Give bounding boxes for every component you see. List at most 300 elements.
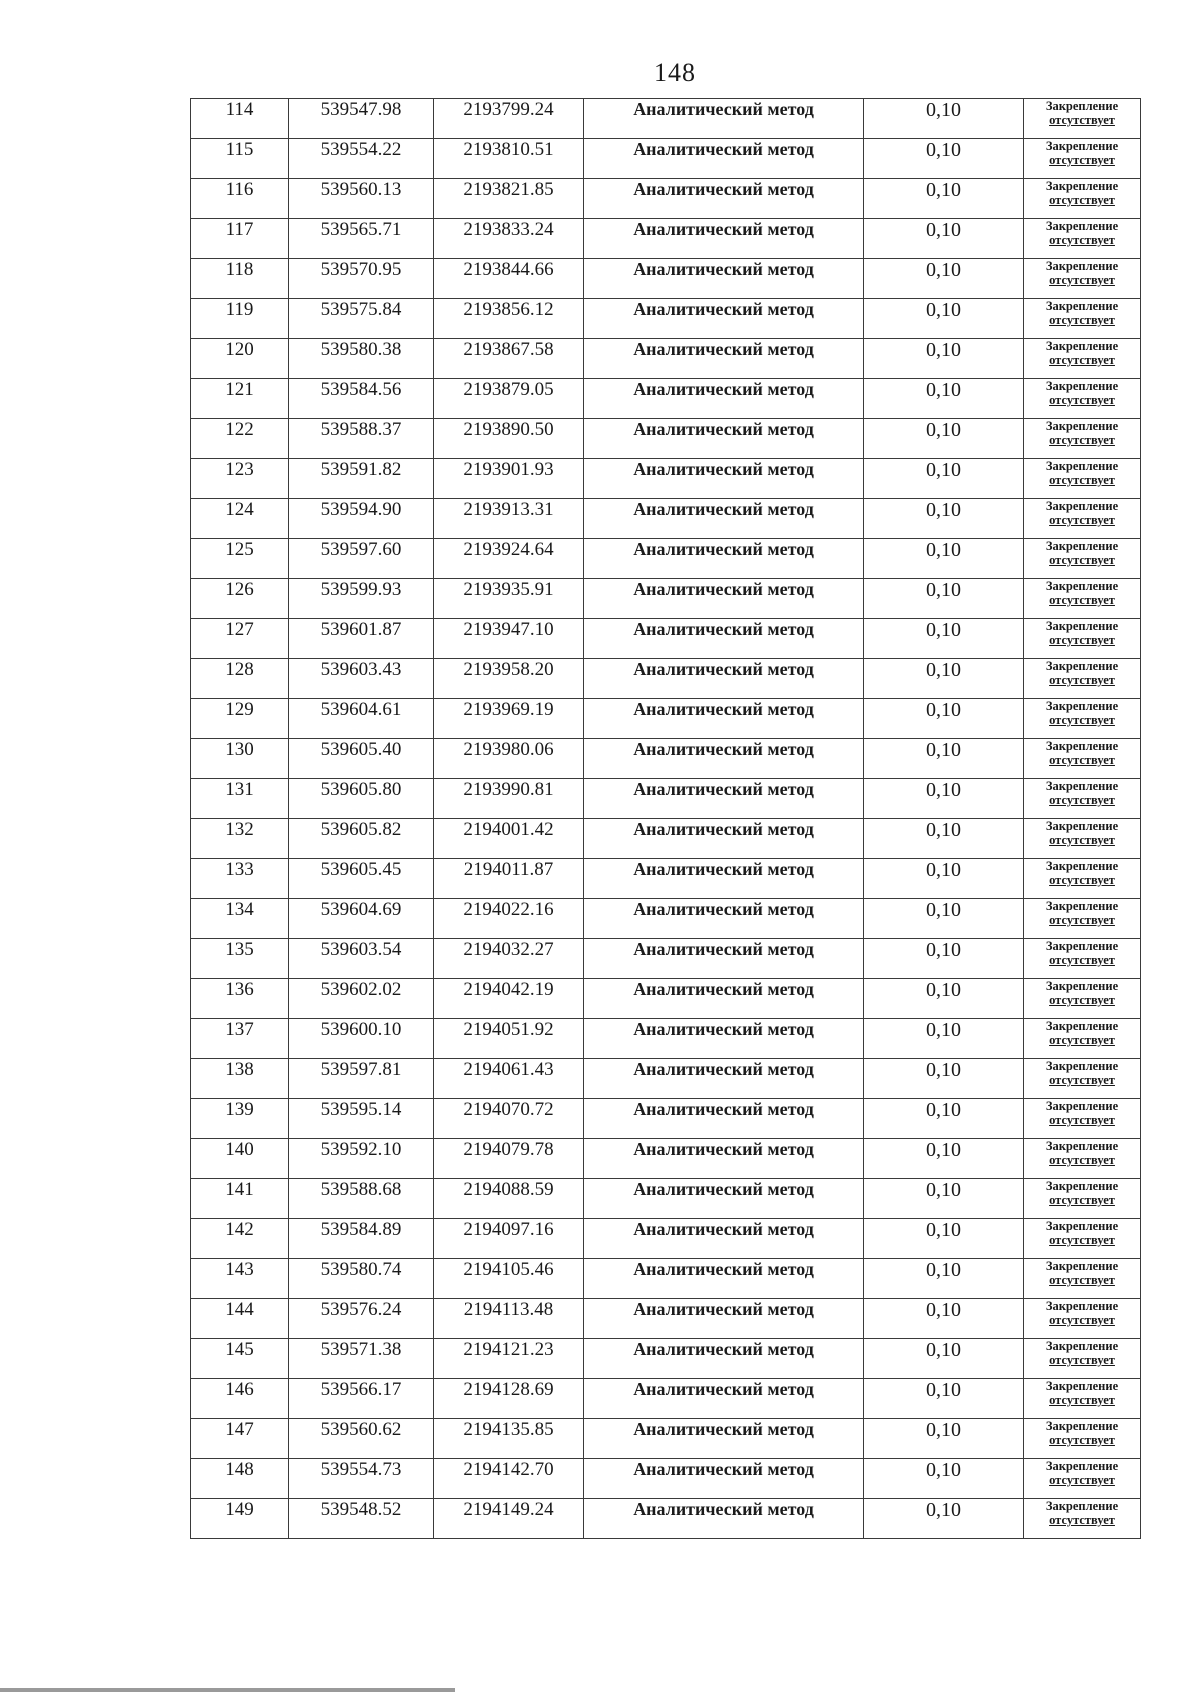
y-coordinate-cell: 2194061.43 — [434, 1059, 584, 1099]
table-row — [191, 339, 1141, 379]
fixation-line-1: Закрепление — [1045, 219, 1119, 233]
accuracy-cell: 0,10 — [864, 219, 1024, 259]
y-coordinate-cell: 2193990.81 — [434, 779, 584, 819]
point-number-cell: 148 — [191, 1459, 289, 1499]
fixation-cell — [1024, 459, 1141, 499]
y-coordinate-cell: 2193947.10 — [434, 619, 584, 659]
table-row — [191, 659, 1141, 699]
fixation-line-1: Закрепление — [1045, 899, 1119, 913]
fixation-line-2: отсутствует — [1049, 833, 1115, 847]
table-row — [191, 1339, 1141, 1379]
accuracy-cell: 0,10 — [864, 979, 1024, 1019]
fixation-cell — [1024, 819, 1141, 859]
fixation-cell — [1024, 219, 1141, 259]
method-cell: Аналитический метод — [584, 819, 864, 859]
point-number-cell: 120 — [191, 339, 289, 379]
accuracy-cell: 0,10 — [864, 619, 1024, 659]
fixation-cell — [1024, 379, 1141, 419]
point-number-cell: 137 — [191, 1019, 289, 1059]
x-coordinate-cell: 539560.13 — [289, 179, 434, 219]
accuracy-cell: 0,10 — [864, 1419, 1024, 1459]
point-number-cell: 145 — [191, 1339, 289, 1379]
fixation-line-1: Закрепление — [1045, 139, 1119, 153]
table-row — [191, 779, 1141, 819]
accuracy-cell: 0,10 — [864, 1459, 1024, 1499]
table-row — [191, 139, 1141, 179]
accuracy-cell: 0,10 — [864, 1259, 1024, 1299]
point-number-cell: 146 — [191, 1379, 289, 1419]
fixation-line-2: отсутствует — [1049, 1193, 1115, 1207]
fixation-cell — [1024, 1179, 1141, 1219]
fixation-line-2: отсутствует — [1049, 1153, 1115, 1167]
fixation-line-2: отсутствует — [1049, 1473, 1115, 1487]
x-coordinate-cell: 539597.60 — [289, 539, 434, 579]
fixation-cell — [1024, 579, 1141, 619]
method-cell: Аналитический метод — [584, 1179, 864, 1219]
method-cell: Аналитический метод — [584, 1419, 864, 1459]
fixation-line-2: отсутствует — [1049, 513, 1115, 527]
table-row — [191, 1299, 1141, 1339]
fixation-cell — [1024, 1219, 1141, 1259]
fixation-line-2: отсутствует — [1049, 1113, 1115, 1127]
x-coordinate-cell: 539592.10 — [289, 1139, 434, 1179]
fixation-line-2: отсутствует — [1049, 233, 1115, 247]
point-number-cell: 123 — [191, 459, 289, 499]
fixation-line-1: Закрепление — [1045, 779, 1119, 793]
fixation-line-1: Закрепление — [1045, 379, 1119, 393]
y-coordinate-cell: 2194135.85 — [434, 1419, 584, 1459]
y-coordinate-cell: 2194149.24 — [434, 1499, 584, 1539]
fixation-cell — [1024, 1259, 1141, 1299]
point-number-cell: 138 — [191, 1059, 289, 1099]
point-number-cell: 136 — [191, 979, 289, 1019]
point-number-cell: 121 — [191, 379, 289, 419]
accuracy-cell: 0,10 — [864, 779, 1024, 819]
point-number-cell: 140 — [191, 1139, 289, 1179]
accuracy-cell: 0,10 — [864, 539, 1024, 579]
point-number-cell: 127 — [191, 619, 289, 659]
fixation-cell — [1024, 299, 1141, 339]
fixation-line-2: отсутствует — [1049, 753, 1115, 767]
fixation-cell — [1024, 1059, 1141, 1099]
table-row — [191, 1419, 1141, 1459]
x-coordinate-cell: 539597.81 — [289, 1059, 434, 1099]
y-coordinate-cell: 2194011.87 — [434, 859, 584, 899]
x-coordinate-cell: 539600.10 — [289, 1019, 434, 1059]
y-coordinate-cell: 2193810.51 — [434, 139, 584, 179]
fixation-line-2: отсутствует — [1049, 433, 1115, 447]
page-number: 148 — [654, 58, 696, 87]
fixation-line-2: отсутствует — [1049, 353, 1115, 367]
table-row — [191, 699, 1141, 739]
method-cell: Аналитический метод — [584, 859, 864, 899]
fixation-line-1: Закрепление — [1045, 299, 1119, 313]
fixation-line-1: Закрепление — [1045, 459, 1119, 473]
accuracy-cell: 0,10 — [864, 1219, 1024, 1259]
accuracy-cell: 0,10 — [864, 99, 1024, 139]
fixation-line-1: Закрепление — [1045, 1219, 1119, 1233]
x-coordinate-cell: 539570.95 — [289, 259, 434, 299]
fixation-line-2: отсутствует — [1049, 393, 1115, 407]
fixation-line-2: отсутствует — [1049, 553, 1115, 567]
accuracy-cell: 0,10 — [864, 1099, 1024, 1139]
y-coordinate-cell: 2193867.58 — [434, 339, 584, 379]
fixation-cell — [1024, 659, 1141, 699]
y-coordinate-cell: 2194142.70 — [434, 1459, 584, 1499]
fixation-line-1: Закрепление — [1045, 819, 1119, 833]
fixation-line-2: отсутствует — [1049, 1393, 1115, 1407]
method-cell: Аналитический метод — [584, 1139, 864, 1179]
fixation-line-1: Закрепление — [1045, 619, 1119, 633]
y-coordinate-cell: 2194105.46 — [434, 1259, 584, 1299]
fixation-cell — [1024, 1419, 1141, 1459]
x-coordinate-cell: 539594.90 — [289, 499, 434, 539]
accuracy-cell: 0,10 — [864, 739, 1024, 779]
fixation-line-2: отсутствует — [1049, 1313, 1115, 1327]
table-row — [191, 539, 1141, 579]
accuracy-cell: 0,10 — [864, 379, 1024, 419]
point-number-cell: 141 — [191, 1179, 289, 1219]
accuracy-cell: 0,10 — [864, 1499, 1024, 1539]
fixation-line-1: Закрепление — [1045, 259, 1119, 273]
accuracy-cell: 0,10 — [864, 1019, 1024, 1059]
y-coordinate-cell: 2193856.12 — [434, 299, 584, 339]
point-number-cell: 125 — [191, 539, 289, 579]
x-coordinate-cell: 539547.98 — [289, 99, 434, 139]
x-coordinate-cell: 539554.22 — [289, 139, 434, 179]
y-coordinate-cell: 2194051.92 — [434, 1019, 584, 1059]
method-cell: Аналитический метод — [584, 539, 864, 579]
y-coordinate-cell: 2193844.66 — [434, 259, 584, 299]
point-number-cell: 116 — [191, 179, 289, 219]
x-coordinate-cell: 539605.82 — [289, 819, 434, 859]
fixation-line-1: Закрепление — [1045, 1099, 1119, 1113]
fixation-line-2: отсутствует — [1049, 153, 1115, 167]
method-cell: Аналитический метод — [584, 299, 864, 339]
method-cell: Аналитический метод — [584, 1379, 864, 1419]
table-row — [191, 499, 1141, 539]
method-cell: Аналитический метод — [584, 579, 864, 619]
method-cell: Аналитический метод — [584, 1339, 864, 1379]
fixation-cell — [1024, 859, 1141, 899]
table-row — [191, 179, 1141, 219]
fixation-cell — [1024, 1379, 1141, 1419]
scan-edge-line — [0, 1688, 455, 1692]
fixation-cell — [1024, 419, 1141, 459]
accuracy-cell: 0,10 — [864, 1339, 1024, 1379]
fixation-cell — [1024, 259, 1141, 299]
y-coordinate-cell: 2193879.05 — [434, 379, 584, 419]
x-coordinate-cell: 539554.73 — [289, 1459, 434, 1499]
x-coordinate-cell: 539588.37 — [289, 419, 434, 459]
accuracy-cell: 0,10 — [864, 859, 1024, 899]
accuracy-cell: 0,10 — [864, 419, 1024, 459]
accuracy-cell: 0,10 — [864, 339, 1024, 379]
point-number-cell: 149 — [191, 1499, 289, 1539]
fixation-cell — [1024, 1019, 1141, 1059]
fixation-line-1: Закрепление — [1045, 699, 1119, 713]
fixation-line-2: отсутствует — [1049, 673, 1115, 687]
method-cell: Аналитический метод — [584, 1099, 864, 1139]
fixation-line-1: Закрепление — [1045, 99, 1119, 113]
point-number-cell: 117 — [191, 219, 289, 259]
table-row — [191, 1499, 1141, 1539]
x-coordinate-cell: 539565.71 — [289, 219, 434, 259]
fixation-line-1: Закрепление — [1045, 539, 1119, 553]
fixation-line-2: отсутствует — [1049, 1073, 1115, 1087]
fixation-line-1: Закрепление — [1045, 739, 1119, 753]
table-row — [191, 259, 1141, 299]
fixation-cell — [1024, 1459, 1141, 1499]
fixation-cell — [1024, 99, 1141, 139]
fixation-line-1: Закрепление — [1045, 1019, 1119, 1033]
x-coordinate-cell: 539580.38 — [289, 339, 434, 379]
accuracy-cell: 0,10 — [864, 139, 1024, 179]
x-coordinate-cell: 539588.68 — [289, 1179, 434, 1219]
fixation-line-2: отсутствует — [1049, 913, 1115, 927]
point-number-cell: 118 — [191, 259, 289, 299]
accuracy-cell: 0,10 — [864, 699, 1024, 739]
table-row — [191, 419, 1141, 459]
method-cell: Аналитический метод — [584, 419, 864, 459]
method-cell: Аналитический метод — [584, 779, 864, 819]
fixation-line-1: Закрепление — [1045, 1499, 1119, 1513]
x-coordinate-cell: 539571.38 — [289, 1339, 434, 1379]
y-coordinate-cell: 2193901.93 — [434, 459, 584, 499]
accuracy-cell: 0,10 — [864, 259, 1024, 299]
fixation-line-1: Закрепление — [1045, 979, 1119, 993]
point-number-cell: 126 — [191, 579, 289, 619]
x-coordinate-cell: 539605.80 — [289, 779, 434, 819]
x-coordinate-cell: 539584.89 — [289, 1219, 434, 1259]
y-coordinate-cell: 2194022.16 — [434, 899, 584, 939]
method-cell: Аналитический метод — [584, 1499, 864, 1539]
table-row — [191, 299, 1141, 339]
fixation-line-2: отсутствует — [1049, 993, 1115, 1007]
x-coordinate-cell: 539575.84 — [289, 299, 434, 339]
method-cell: Аналитический метод — [584, 139, 864, 179]
table-row — [191, 219, 1141, 259]
fixation-line-1: Закрепление — [1045, 579, 1119, 593]
fixation-line-1: Закрепление — [1045, 1379, 1119, 1393]
x-coordinate-cell: 539605.45 — [289, 859, 434, 899]
point-number-cell: 133 — [191, 859, 289, 899]
accuracy-cell: 0,10 — [864, 819, 1024, 859]
y-coordinate-cell: 2194001.42 — [434, 819, 584, 859]
accuracy-cell: 0,10 — [864, 179, 1024, 219]
table-row — [191, 739, 1141, 779]
y-coordinate-cell: 2194113.48 — [434, 1299, 584, 1339]
fixation-line-2: отсутствует — [1049, 273, 1115, 287]
method-cell: Аналитический метод — [584, 1059, 864, 1099]
fixation-line-2: отсутствует — [1049, 873, 1115, 887]
table-body — [191, 99, 1141, 1539]
fixation-cell — [1024, 699, 1141, 739]
y-coordinate-cell: 2194097.16 — [434, 1219, 584, 1259]
y-coordinate-cell: 2193821.85 — [434, 179, 584, 219]
y-coordinate-cell: 2193958.20 — [434, 659, 584, 699]
fixation-line-1: Закрепление — [1045, 659, 1119, 673]
fixation-line-2: отсутствует — [1049, 953, 1115, 967]
fixation-cell — [1024, 1139, 1141, 1179]
x-coordinate-cell: 539548.52 — [289, 1499, 434, 1539]
fixation-cell — [1024, 939, 1141, 979]
table-row — [191, 99, 1141, 139]
fixation-line-2: отсутствует — [1049, 313, 1115, 327]
point-number-cell: 114 — [191, 99, 289, 139]
method-cell: Аналитический метод — [584, 1459, 864, 1499]
accuracy-cell: 0,10 — [864, 1379, 1024, 1419]
y-coordinate-cell: 2193924.64 — [434, 539, 584, 579]
method-cell: Аналитический метод — [584, 1219, 864, 1259]
fixation-line-2: отсутствует — [1049, 473, 1115, 487]
y-coordinate-cell: 2193935.91 — [434, 579, 584, 619]
x-coordinate-cell: 539604.61 — [289, 699, 434, 739]
fixation-line-2: отсутствует — [1049, 1273, 1115, 1287]
y-coordinate-cell: 2193890.50 — [434, 419, 584, 459]
fixation-cell — [1024, 139, 1141, 179]
y-coordinate-cell: 2194128.69 — [434, 1379, 584, 1419]
accuracy-cell: 0,10 — [864, 299, 1024, 339]
x-coordinate-cell: 539576.24 — [289, 1299, 434, 1339]
x-coordinate-cell: 539584.56 — [289, 379, 434, 419]
table-row — [191, 1219, 1141, 1259]
fixation-cell — [1024, 1299, 1141, 1339]
method-cell: Аналитический метод — [584, 99, 864, 139]
point-number-cell: 135 — [191, 939, 289, 979]
fixation-line-2: отсутствует — [1049, 1513, 1115, 1527]
accuracy-cell: 0,10 — [864, 459, 1024, 499]
y-coordinate-cell: 2193980.06 — [434, 739, 584, 779]
y-coordinate-cell: 2193913.31 — [434, 499, 584, 539]
fixation-line-1: Закрепление — [1045, 939, 1119, 953]
method-cell: Аналитический метод — [584, 219, 864, 259]
table-row — [191, 579, 1141, 619]
y-coordinate-cell: 2194121.23 — [434, 1339, 584, 1379]
x-coordinate-cell: 539560.62 — [289, 1419, 434, 1459]
fixation-cell — [1024, 1499, 1141, 1539]
table-row — [191, 899, 1141, 939]
fixation-line-1: Закрепление — [1045, 339, 1119, 353]
fixation-cell — [1024, 339, 1141, 379]
table-row — [191, 979, 1141, 1019]
fixation-line-2: отсутствует — [1049, 1353, 1115, 1367]
fixation-line-2: отсутствует — [1049, 113, 1115, 127]
x-coordinate-cell: 539591.82 — [289, 459, 434, 499]
table-row — [191, 1099, 1141, 1139]
method-cell: Аналитический метод — [584, 1299, 864, 1339]
accuracy-cell: 0,10 — [864, 939, 1024, 979]
method-cell: Аналитический метод — [584, 1019, 864, 1059]
fixation-line-1: Закрепление — [1045, 859, 1119, 873]
fixation-cell — [1024, 739, 1141, 779]
accuracy-cell: 0,10 — [864, 579, 1024, 619]
fixation-line-1: Закрепление — [1045, 1179, 1119, 1193]
method-cell: Аналитический метод — [584, 1259, 864, 1299]
fixation-line-1: Закрепление — [1045, 1139, 1119, 1153]
y-coordinate-cell: 2193969.19 — [434, 699, 584, 739]
fixation-line-2: отсутствует — [1049, 633, 1115, 647]
table-row — [191, 619, 1141, 659]
method-cell: Аналитический метод — [584, 619, 864, 659]
fixation-line-1: Закрепление — [1045, 419, 1119, 433]
fixation-line-1: Закрепление — [1045, 1059, 1119, 1073]
fixation-line-1: Закрепление — [1045, 1459, 1119, 1473]
method-cell: Аналитический метод — [584, 939, 864, 979]
y-coordinate-cell: 2193833.24 — [434, 219, 584, 259]
method-cell: Аналитический метод — [584, 979, 864, 1019]
fixation-cell — [1024, 1339, 1141, 1379]
x-coordinate-cell: 539603.43 — [289, 659, 434, 699]
fixation-line-2: отсутствует — [1049, 193, 1115, 207]
point-number-cell: 122 — [191, 419, 289, 459]
method-cell: Аналитический метод — [584, 499, 864, 539]
fixation-line-2: отсутствует — [1049, 713, 1115, 727]
x-coordinate-cell: 539602.02 — [289, 979, 434, 1019]
x-coordinate-cell: 539604.69 — [289, 899, 434, 939]
y-coordinate-cell: 2194070.72 — [434, 1099, 584, 1139]
point-number-cell: 132 — [191, 819, 289, 859]
table-row — [191, 819, 1141, 859]
y-coordinate-cell: 2193799.24 — [434, 99, 584, 139]
fixation-line-1: Закрепление — [1045, 1259, 1119, 1273]
fixation-cell — [1024, 619, 1141, 659]
fixation-line-1: Закрепление — [1045, 1419, 1119, 1433]
coordinates-table — [190, 98, 1141, 1539]
fixation-line-2: отсутствует — [1049, 1433, 1115, 1447]
point-number-cell: 143 — [191, 1259, 289, 1299]
y-coordinate-cell: 2194032.27 — [434, 939, 584, 979]
point-number-cell: 129 — [191, 699, 289, 739]
x-coordinate-cell: 539580.74 — [289, 1259, 434, 1299]
point-number-cell: 134 — [191, 899, 289, 939]
table-row — [191, 379, 1141, 419]
x-coordinate-cell: 539599.93 — [289, 579, 434, 619]
point-number-cell: 144 — [191, 1299, 289, 1339]
point-number-cell: 119 — [191, 299, 289, 339]
accuracy-cell: 0,10 — [864, 1059, 1024, 1099]
accuracy-cell: 0,10 — [864, 899, 1024, 939]
method-cell: Аналитический метод — [584, 179, 864, 219]
method-cell: Аналитический метод — [584, 339, 864, 379]
method-cell: Аналитический метод — [584, 459, 864, 499]
method-cell: Аналитический метод — [584, 379, 864, 419]
table-row — [191, 859, 1141, 899]
y-coordinate-cell: 2194088.59 — [434, 1179, 584, 1219]
table-row — [191, 939, 1141, 979]
table-row — [191, 1379, 1141, 1419]
fixation-line-1: Закрепление — [1045, 499, 1119, 513]
point-number-cell: 124 — [191, 499, 289, 539]
table-row — [191, 1179, 1141, 1219]
fixation-cell — [1024, 1099, 1141, 1139]
fixation-line-2: отсутствует — [1049, 793, 1115, 807]
fixation-cell — [1024, 899, 1141, 939]
fixation-line-1: Закрепление — [1045, 1299, 1119, 1313]
method-cell: Аналитический метод — [584, 659, 864, 699]
point-number-cell: 147 — [191, 1419, 289, 1459]
x-coordinate-cell: 539605.40 — [289, 739, 434, 779]
point-number-cell: 142 — [191, 1219, 289, 1259]
x-coordinate-cell: 539595.14 — [289, 1099, 434, 1139]
accuracy-cell: 0,10 — [864, 659, 1024, 699]
x-coordinate-cell: 539603.54 — [289, 939, 434, 979]
accuracy-cell: 0,10 — [864, 1179, 1024, 1219]
point-number-cell: 131 — [191, 779, 289, 819]
point-number-cell: 130 — [191, 739, 289, 779]
fixation-line-2: отсутствует — [1049, 1033, 1115, 1047]
accuracy-cell: 0,10 — [864, 1299, 1024, 1339]
